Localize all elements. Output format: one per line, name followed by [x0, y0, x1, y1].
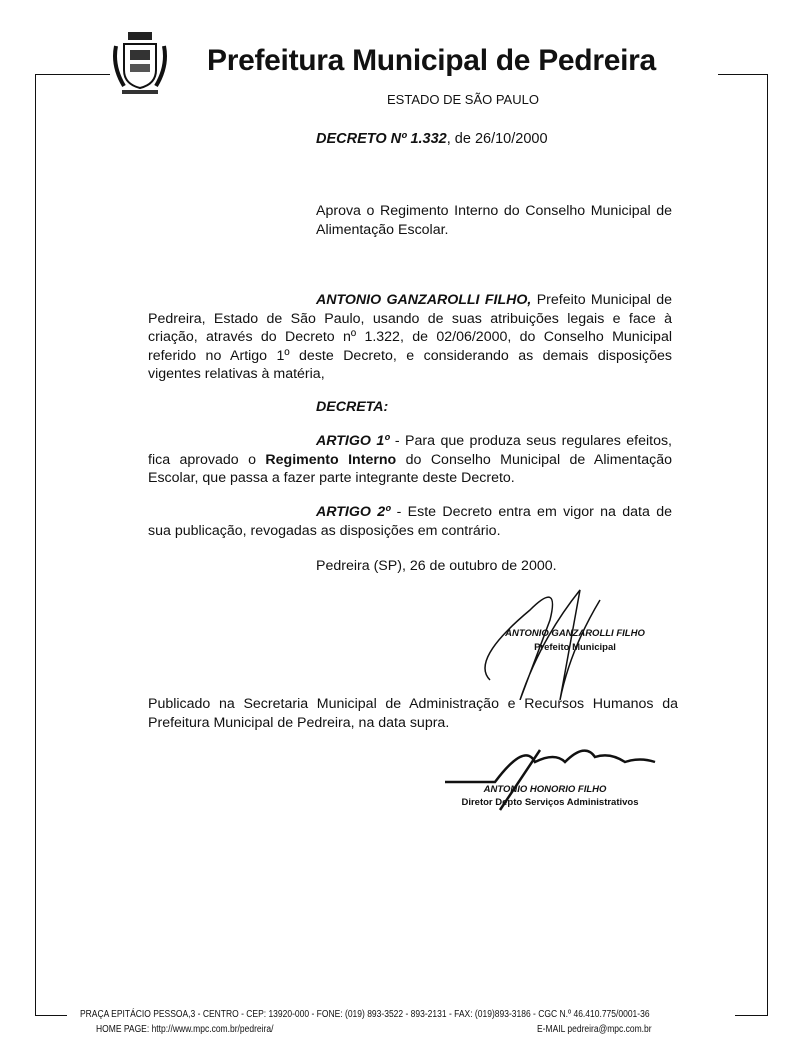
signer2-role: Diretor Depto Serviços Administrativos — [461, 797, 639, 808]
preamble — [148, 291, 672, 384]
place-date: Pedreira (SP), 26 de outubro de 2000. — [316, 558, 557, 574]
border-line — [35, 74, 110, 75]
decreta-heading: DECRETA: — [316, 399, 389, 415]
footer-email: E-MAIL pedreira@mpc.com.br — [537, 1024, 652, 1035]
article-2-text: - Este Decreto entra em vigor na data de sua publicação, revogadas as disposições em contrário. — [148, 504, 672, 539]
preamble-text: Prefeito Municipal de Pedreira, Estado de São Paulo, usando de suas atribuições legais e face à criação, através do Decreto nº 1.322, de 02/06/2000, do Conselho Municipal referido no Artigo 1º deste Decreto, e considerando as demais disposições vigentes relativas à matéria, — [148, 292, 672, 382]
article-1-label: ARTIGO 1º — [316, 433, 390, 449]
signature-mayor — [470, 580, 630, 700]
border-line — [735, 1015, 767, 1016]
article-1-bold: Regimento Interno — [265, 451, 397, 468]
border-line — [718, 74, 768, 75]
border-line — [767, 74, 768, 1016]
page-title: Prefeitura Municipal de Pedreira — [207, 44, 656, 77]
article-1-text: - Para que produza seus regulares efeitos, fica aprovado o — [148, 433, 672, 468]
decree-number: DECRETO Nº 1.332 — [316, 131, 447, 147]
footer-address: PRAÇA EPITÁCIO PESSOA,3 - CENTRO - CEP: 13920-000 - FONE: (019) 893-3522 - 893-2131 - FAX: (019)893-3186 - CGC N.º 46.410.775/0001-36 — [80, 1009, 650, 1020]
municipal-crest-logo — [112, 26, 168, 102]
article-2-label: ARTIGO 2º — [316, 504, 391, 520]
summary: Aprova o Regimento Interno do Conselho Municipal de Alimentação Escolar. — [316, 203, 672, 238]
article-2 — [148, 503, 672, 540]
mayor-name: ANTONIO GANZAROLLI FILHO, — [316, 292, 532, 308]
signature-director — [440, 740, 670, 820]
decree-date: , de 26/10/2000 — [446, 131, 548, 147]
state-subtitle: ESTADO DE SÃO PAULO — [387, 92, 539, 107]
signer1-role: Prefeito Municipal — [534, 642, 616, 653]
footer-homepage: HOME PAGE: http://www.mpc.com.br/pedreira/ — [96, 1024, 274, 1035]
signer1-name: ANTONIO GANZAROLLI FILHO — [505, 628, 645, 639]
article-1-text-end: do Conselho Municipal de Alimentação Escolar, que passa a fazer parte integrante deste Decreto. — [148, 451, 673, 486]
article-1 — [148, 432, 672, 488]
border-line — [35, 1015, 67, 1016]
border-line — [35, 74, 36, 1016]
publication-note: Publicado na Secretaria Municipal de Administração e Recursos Humanos da Prefeitura Municipal de Pedreira, na data supra. — [148, 696, 678, 731]
decree-heading — [316, 131, 548, 147]
signer2-name: ANTONIO HONORIO FILHO — [483, 784, 607, 795]
